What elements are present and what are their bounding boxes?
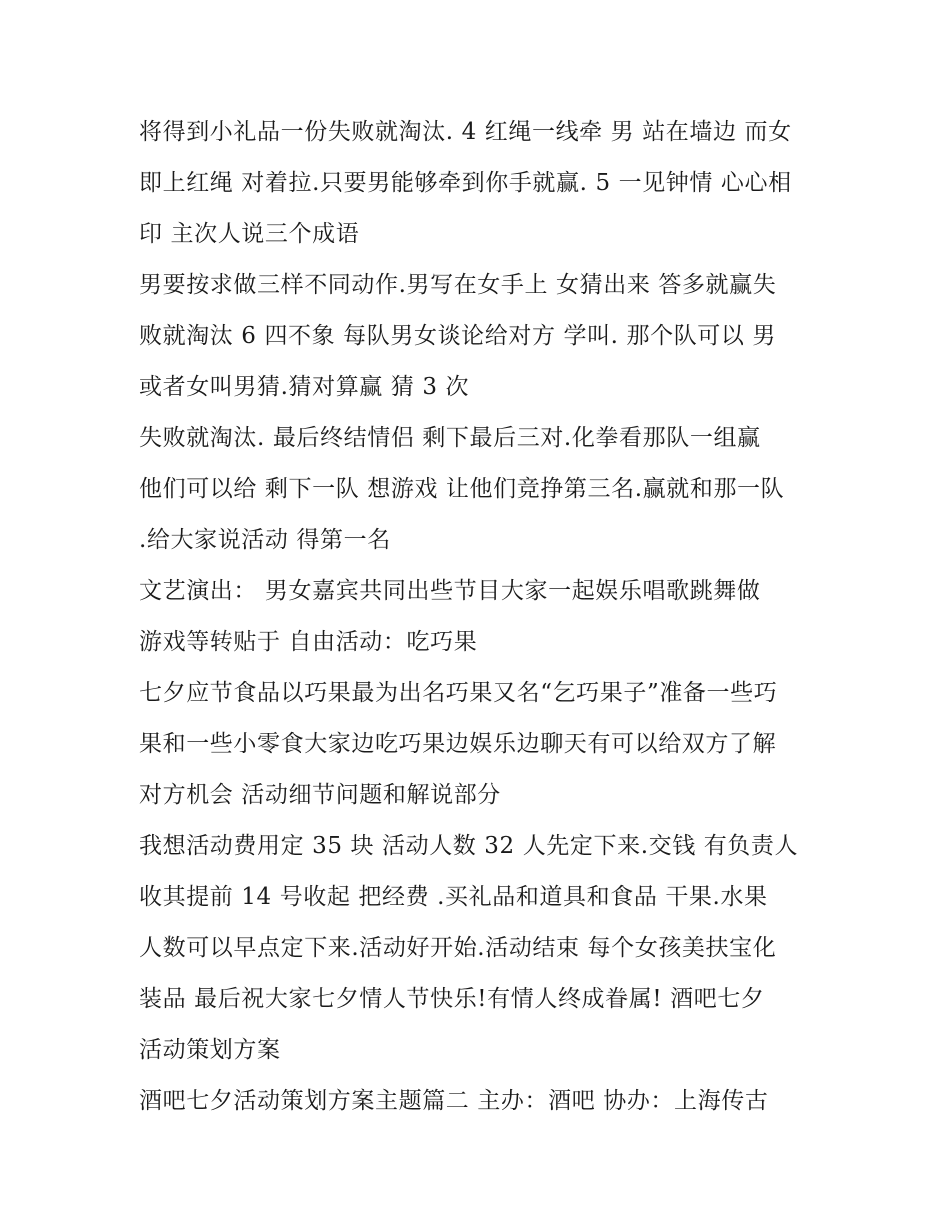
text-line: 印 主次人说三个成语 (139, 221, 360, 247)
text-line: 装品 最后祝大家七夕情人节快乐!有情人终成眷属! 酒吧七夕 (139, 986, 765, 1012)
text-line: 对方机会 活动细节问题和解说部分 (139, 782, 501, 808)
text-line: 收其提前 14 号收起 把经费 .买礼品和道具和食品 干果.水果 (139, 884, 768, 910)
text-line: 活动策划方案 (139, 1037, 281, 1063)
text-line: 即上红绳 对着拉.只要男能够牵到你手就赢. 5 一见钟情 心心相 (139, 170, 792, 196)
text-line: 七夕应节食品以巧果最为出名巧果又名“乞巧果子”准备一些巧 (139, 680, 778, 706)
text-line: 将得到小礼品一份失败就淘汰. 4 红绳一线牵 男 站在墙边 而女 (139, 119, 792, 145)
text-line: 失败就淘汰. 最后终结情侣 剩下最后三对.化拳看那队一组赢 (139, 425, 761, 451)
text-line: 游戏等转贴于 自由活动：吃巧果 (139, 629, 478, 655)
text-line: 人数可以早点定下来.活动好开始.活动结束 每个女孩美扶宝化 (139, 935, 777, 961)
text-line: 败就淘汰 6 四不象 每队男女谈论给对方 学叫. 那个队可以 男 (139, 323, 777, 349)
text-line: 他们可以给 剩下一队 想游戏 让他们竞挣第三名.赢就和那一队 (139, 476, 785, 502)
text-line: 男要按求做三样不同动作.男写在女手上 女猜出来 答多就赢失 (139, 272, 777, 298)
text-line: 我想活动费用定 35 块 活动人数 32 人先定下来.交钱 有负责人 (139, 833, 799, 859)
text-line: 果和一些小零食大家边吃巧果边娱乐边聊天有可以给双方了解 (139, 731, 777, 757)
text-line: 酒吧七夕活动策划方案主题篇二 主办：酒吧 协办：上海传古 (139, 1088, 769, 1114)
text-line: 文艺演出： 男女嘉宾共同出些节目大家一起娱乐唱歌跳舞做 (139, 578, 761, 604)
text-line: 或者女叫男猜.猜对算赢 猜 3 次 (139, 374, 470, 400)
body-text (139, 107, 829, 1127)
text-line: .给大家说活动 得第一名 (139, 527, 391, 553)
